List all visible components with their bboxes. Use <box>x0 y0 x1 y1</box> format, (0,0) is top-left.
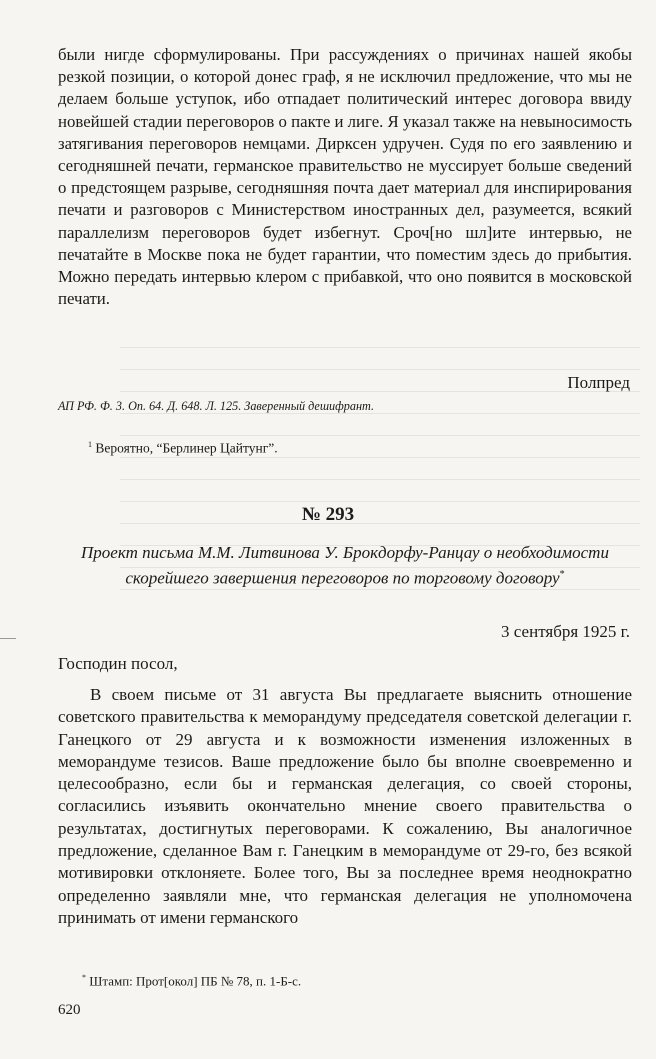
footnote-stamp <box>82 973 301 989</box>
footnote-stamp-marker: * <box>82 973 86 982</box>
document-number: № 293 <box>301 504 355 525</box>
footnote-1 <box>88 440 278 457</box>
letter-body <box>58 684 632 929</box>
footnote-1-text: Вероятно, “Берлинер Цайтунг”. <box>92 440 278 456</box>
footnote-stamp-text: Штамп: Прот[окол] ПБ № 78, п. 1-Б-с. <box>86 973 302 989</box>
letter-paragraph: В своем письме от 31 августа Вы предлагаете выяснить отношение советского правительства к меморандуму председателя советской делегации г. Ганецкого от 29 августа и к возможности изменения изложенных в меморандуме тезисов. Ваше предложение было бы вполне своевременно и целесообразно, если бы и германская делегация, со своей стороны, согласились изъявить окончательно мнение своего правительства о результатах, достигнутых переговорами. К сожалению, Вы аналогичное предложение, сделанное Вам г. Ганецким в меморандуме от 29-го, без всякой мотивировки отклоняете. Более того, Вы за последнее время неоднократно определенно заявляли мне, что германская делегация не уполномочена принимать от имени германского <box>58 685 632 927</box>
salutation: Господин посол, <box>58 654 178 673</box>
footnote-1-marker: 1 <box>88 440 92 449</box>
body-paragraph-top <box>58 44 632 310</box>
archive-reference: АП РФ. Ф. 3. Оп. 64. Д. 648. Л. 125. Заверенный дешифрант. <box>58 399 375 413</box>
document-title-footnote-marker: * <box>559 569 565 580</box>
margin-mark <box>0 638 16 639</box>
letter-date: 3 сентября 1925 г. <box>501 622 630 641</box>
signature: Полпред <box>567 373 630 392</box>
document-title-text: Проект письма М.М. Литвинова У. Брокдорфу-Ранцау о необходимости скорейшего завершения переговоров по торговому договору <box>81 543 609 588</box>
page-number: 620 <box>58 1002 81 1018</box>
body-top-text: были нигде сформулированы. При рассуждениях о причинах нашей якобы резкой позиции, о которой донес граф, я не исключил предложение, что мы не делаем больше уступок, ибо отпадает политический интерес договора ввиду новейшей стадии переговоров о пакте и лиге. Я указал также на невыносимость затягивания переговоров немцами. Дирксен удручен. Судя по его заявлению и сегодняшней печати, германское правительство не муссирует больше сведений о предстоящем разрыве, сегодняшняя почта дает материал для инспирирования печати и разговоров с Министерством иностранных дел, разумеется, всякий параллелизм переговоров будет избегнут. Сроч[но шл]ите интервью, не печатайте в Москве пока не будет гарантии, что поместим здесь до прибытия. Можно передать интервью клером с прибавкой, что оно появится в московской печати. <box>58 45 632 309</box>
document-title <box>58 542 632 590</box>
